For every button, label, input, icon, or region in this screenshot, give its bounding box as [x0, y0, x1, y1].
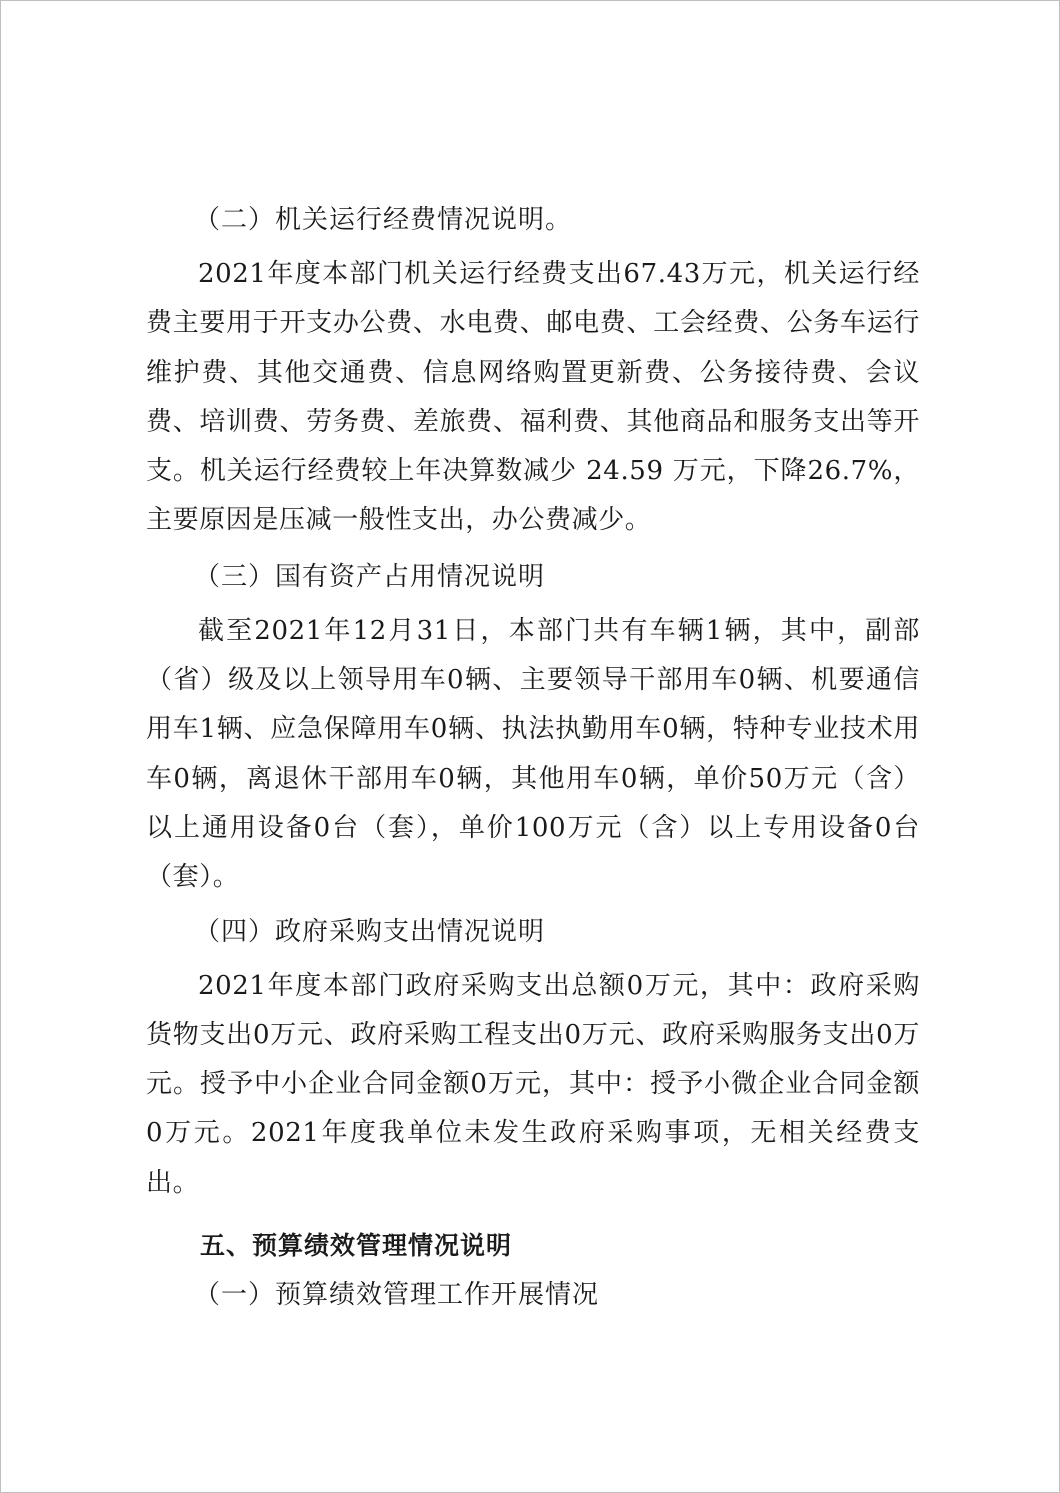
subheading-state-assets: （三）国有资产占用情况说明 — [194, 561, 546, 592]
subheading-operating-expenses: （二）机关运行经费情况说明。 — [194, 205, 573, 235]
document-body — [146, 193, 920, 1318]
section-title-performance-management: 五、预算绩效管理情况说明 — [200, 1231, 513, 1261]
paragraph-operating-expenses: 2021年度本部门机关运行经费支出67.43万元，机关运行经费主要用于开支办公费、水电费、邮电费、工会经费、公务车运行维护费、其他交通费、信息网络购置更新费、公务接待费、会议费、培训费、劳务费、差旅费、福利费、其他商品和服务支出等开支。机关运行经费较上年决算数减少 24.59 万元，下降26.7%，主要原因是压减一般性支出，办公费减少。 — [146, 259, 920, 536]
paragraph-state-assets: 截至2021年12月31日，本部门共有车辆1辆，其中，副部（省）级及以上领导用车0辆、主要领导干部用车0辆、机要通信用车1辆、应急保障用车0辆、执法执勤用车0辆，特种专业技术用车0辆，离退休干部用车0辆，其他用车0辆，单价50万元（含）以上通用设备0台（套），单价100万元（含）以上专用设备0台（套）。 — [146, 615, 920, 893]
paragraph-government-procurement: 2021年度本部门政府采购支出总额0万元，其中：政府采购货物支出0万元、政府采购工程支出0万元、政府采购服务支出0万元。授予中小企业合同金额0万元，其中：授予小微企业合同金额0万元。2021年度我单位未发生政府采购事项，无相关经费支出。 — [146, 970, 920, 1198]
subheading-government-procurement: （四）政府采购支出情况说明 — [194, 916, 546, 947]
subheading-performance-work: （一）预算绩效管理工作开展情况 — [194, 1280, 600, 1311]
